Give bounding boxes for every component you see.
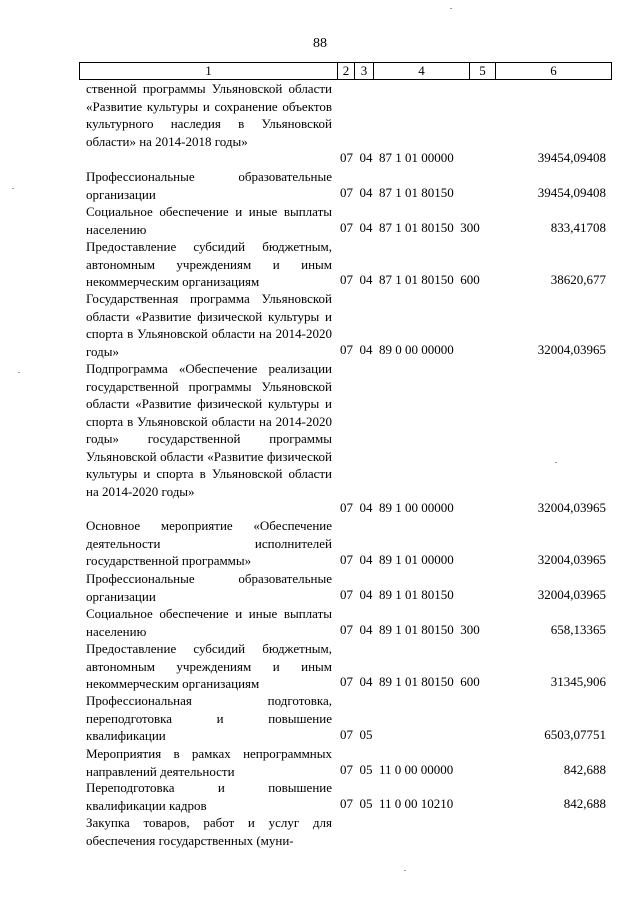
- row-description: Подпрограмма «Обеспечение реализации государственной программы Ульяновской области «Развитие физической культуры и спорта в Ульяновской области на 2014-2020 годы» государственной программы Ульяновской области «Развитие физической культуры и спорта в Ульяновской области на 2014-2020 годы»: [86, 361, 332, 499]
- row-description: Закупка товаров, работ и услуг для обеспечения государственных (муни-: [86, 815, 332, 848]
- row-sum: 31345,906: [550, 674, 606, 689]
- row-description: Социальное обеспечение и иные выплаты населению: [86, 204, 332, 237]
- scan-speck: [404, 870, 406, 871]
- row-sum: 32004,03965: [537, 587, 606, 602]
- row-codes: 07 04 89 1 00 00000: [340, 500, 454, 515]
- row-sum: 842,688: [563, 762, 606, 777]
- header-col-6: 6: [496, 63, 612, 80]
- row-codes: 07 04 87 1 01 80150: [340, 185, 454, 200]
- row-description: Основное мероприятие «Обеспечение деятельности исполнителей государственной программы»: [86, 518, 332, 568]
- row-sum: 842,688: [563, 796, 606, 811]
- row-sum: 6503,07751: [544, 727, 606, 742]
- row-sum: 833,41708: [550, 220, 606, 235]
- row-sum: 32004,03965: [537, 552, 606, 567]
- header-col-5: 5: [470, 63, 496, 80]
- table-header: [79, 62, 612, 80]
- row-description: Профессиональные образовательные организации: [86, 169, 332, 202]
- row-codes: 07 04 87 1 01 80150 300: [340, 220, 480, 235]
- row-sum: 39454,09408: [537, 150, 606, 165]
- row-sum: 32004,03965: [537, 342, 606, 357]
- row-codes: 07 04 89 1 01 80150 600: [340, 674, 480, 689]
- scan-speck: [18, 372, 20, 373]
- row-description: Мероприятия в рамках непрограммных направлений деятельности: [86, 746, 332, 779]
- row-codes: 07 04 87 1 01 80150 600: [340, 272, 480, 287]
- header-col-3: 3: [355, 63, 374, 80]
- row-description: Предоставление субсидий бюджетным, автономным учреждениям и иным некоммерческим организациям: [86, 641, 332, 691]
- header-col-2: 2: [338, 63, 355, 80]
- row-codes: 07 05 11 0 00 10210: [340, 796, 454, 811]
- row-description: Профессиональные образовательные организации: [86, 571, 332, 604]
- header-col-1: 1: [80, 63, 338, 80]
- row-codes: 07 04 89 1 01 80150: [340, 587, 454, 602]
- row-codes: 07 04 89 1 01 80150 300: [340, 622, 480, 637]
- row-description: ственной программы Ульяновской области «Развитие культуры и сохранение объектов культурного наследия в Ульяновской области» на 2014-2018 годы»: [86, 81, 332, 149]
- row-description: Предоставление субсидий бюджетным, автономным учреждениям и иным некоммерческим организациям: [86, 239, 332, 289]
- row-sum: 658,13365: [550, 622, 606, 637]
- row-codes: 07 04 89 1 01 00000: [340, 552, 454, 567]
- row-sum: 32004,03965: [537, 500, 606, 515]
- row-codes: 07 05: [340, 727, 373, 742]
- row-sum: 38620,677: [550, 272, 606, 287]
- page-number: 88: [313, 36, 327, 51]
- row-codes: 07 05 11 0 00 00000: [340, 762, 454, 777]
- row-codes: 07 04 89 0 00 00000: [340, 342, 454, 357]
- header-col-4: 4: [374, 63, 470, 80]
- row-description: Государственная программа Ульяновской области «Развитие физической культуры и спорта в Ульяновской области на 2014-2020 годы»: [86, 291, 332, 359]
- row-codes: 07 04 87 1 01 00000: [340, 150, 454, 165]
- row-description: Профессиональная подготовка, переподготовка и повышение квалификации: [86, 693, 332, 743]
- scan-speck: [450, 8, 452, 9]
- scan-speck: [12, 188, 14, 189]
- scan-speck: [555, 462, 557, 463]
- row-description: Переподготовка и повышение квалификации кадров: [86, 780, 332, 813]
- row-description: Социальное обеспечение и иные выплаты населению: [86, 606, 332, 639]
- row-sum: 39454,09408: [537, 185, 606, 200]
